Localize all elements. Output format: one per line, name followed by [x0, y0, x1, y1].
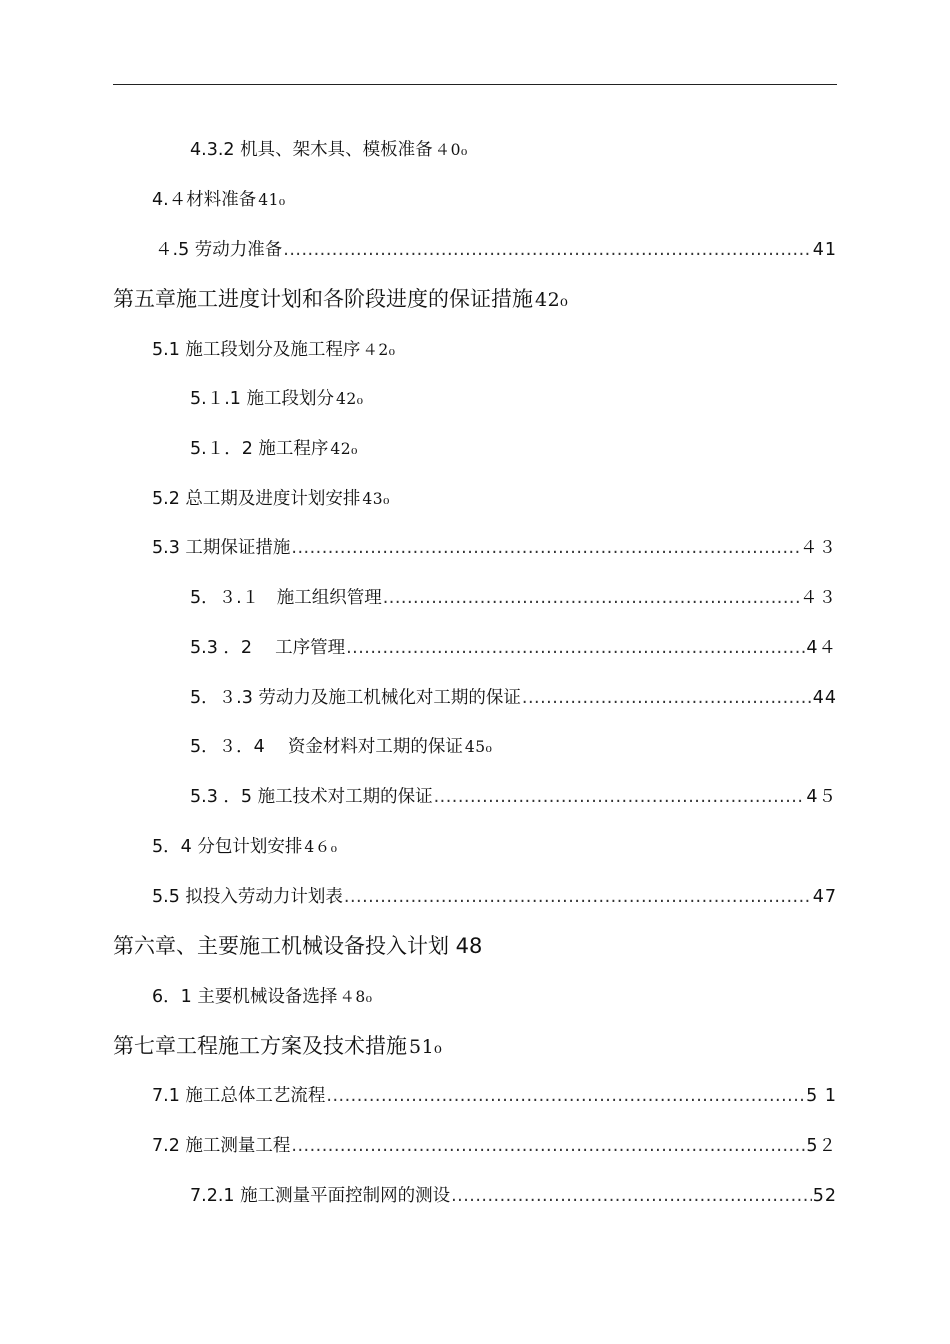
- toc-entry-label: 5．4 分包计划安排: [152, 837, 303, 857]
- toc-entry-page: ４8₀: [339, 988, 373, 1006]
- toc-entry-page: 5２: [806, 1136, 837, 1156]
- toc-entry-page: 45₀: [464, 738, 493, 756]
- toc-entry-label: ４.5 劳动力准备: [155, 240, 283, 260]
- toc-entry-label: 5．３．4 资金材料对工期的保证: [190, 737, 463, 757]
- toc-entry-page: 4４: [806, 638, 837, 658]
- toc-entry[interactable]: [190, 735, 492, 759]
- toc-chapter[interactable]: [113, 1032, 442, 1060]
- toc-entry[interactable]: [190, 138, 468, 162]
- toc-entry-label: 5.3 工期保证措施: [152, 538, 291, 558]
- toc-entry-label: 5．３.3 劳动力及施工机械化对工期的保证: [190, 688, 521, 708]
- toc-entry-label: 5.2 总工期及进度计划安排: [152, 489, 361, 509]
- toc-entry-label: 4.3.2 机具、架木具、模板准备: [190, 140, 433, 160]
- toc-entry-page: ４2₀: [362, 341, 396, 359]
- toc-entry-label: 7.2.1 施工测量平面控制网的测设: [190, 1186, 451, 1206]
- toc-entry[interactable]: [190, 387, 363, 411]
- toc-entry[interactable]: [190, 636, 837, 660]
- toc-entry-label: 5.5 拟投入劳动力计划表: [152, 887, 343, 907]
- toc-entry-page: ４３: [800, 588, 837, 608]
- toc-entry[interactable]: [190, 785, 837, 809]
- toc-entry-label: 5．３.１ 施工组织管理: [190, 588, 382, 608]
- dot-leader: [326, 1084, 805, 1108]
- dot-leader: [291, 536, 799, 560]
- toc-entry-label: 5.3 ．5 施工技术对工期的保证: [190, 787, 433, 807]
- toc-entry[interactable]: [152, 487, 390, 511]
- toc-entry[interactable]: [190, 1184, 837, 1208]
- toc-entry-label: 6．1 主要机械设备选择: [152, 987, 338, 1007]
- dot-leader: [451, 1184, 812, 1208]
- toc-entry-page: 4５: [806, 787, 837, 807]
- toc-entry-page: 43₀: [362, 490, 390, 508]
- toc-entry-page: 47: [812, 887, 837, 907]
- toc-entry[interactable]: [190, 586, 837, 610]
- dot-leader: [291, 1134, 805, 1158]
- toc-entry[interactable]: [152, 835, 337, 859]
- toc-entry-page: 5 1: [806, 1086, 837, 1106]
- toc-entry-page: 44: [812, 688, 837, 708]
- toc-entry-label: 4.４材料准备: [152, 190, 257, 210]
- toc-entry-label: 5.3 ．2 工序管理: [190, 638, 346, 658]
- dot-leader: [346, 636, 805, 660]
- toc-entry-page: 52: [812, 1186, 837, 1206]
- toc-entry[interactable]: [155, 238, 837, 262]
- header-rule: [113, 84, 837, 85]
- toc-entry-page: ４３: [800, 538, 837, 558]
- toc-entry-label: 5.１.1 施工段划分: [190, 389, 334, 409]
- toc-entry-label: 第五章施工进度计划和各阶段进度的保证措施: [113, 287, 533, 311]
- dot-leader: [344, 885, 812, 909]
- toc-entry[interactable]: [152, 885, 837, 909]
- dot-leader: [434, 785, 806, 809]
- toc-entry-label: 5.１．2 施工程序: [190, 439, 329, 459]
- toc-entry-page: 51₀: [409, 1036, 443, 1058]
- dot-leader: [522, 686, 812, 710]
- toc-entry-page: 42₀: [335, 390, 364, 408]
- toc-chapter[interactable]: [113, 932, 482, 960]
- toc-entry-label: 第六章、主要施工机械设备投入计划 48: [113, 934, 483, 958]
- toc-entry-page: 4６₀: [304, 838, 338, 856]
- toc-entry-page: 41: [812, 240, 837, 260]
- toc-entry-label: 5.1 施工段划分及施工程序: [152, 340, 361, 360]
- toc-entry-page: 42₀: [330, 440, 358, 458]
- toc-entry-page: ４0₀: [434, 141, 468, 159]
- dot-leader: [283, 238, 811, 262]
- toc-entry[interactable]: [152, 1084, 837, 1108]
- toc-entry[interactable]: [152, 338, 395, 362]
- toc-entry[interactable]: [152, 985, 372, 1009]
- toc-entry[interactable]: [190, 437, 358, 461]
- toc-entry[interactable]: [190, 686, 837, 710]
- toc-entry-label: 7.2 施工测量工程: [152, 1136, 291, 1156]
- toc-entry-page: 41₀: [258, 191, 286, 209]
- toc-chapter[interactable]: [113, 285, 568, 313]
- toc-entry[interactable]: [152, 536, 837, 560]
- toc-entry[interactable]: [152, 1134, 837, 1158]
- toc-entry-page: 42₀: [535, 289, 569, 311]
- dot-leader: [383, 586, 799, 610]
- toc-entry-label: 第七章工程施工方案及技术措施: [113, 1034, 407, 1058]
- toc-entry-label: 7.1 施工总体工艺流程: [152, 1086, 326, 1106]
- toc-entry[interactable]: [152, 188, 286, 212]
